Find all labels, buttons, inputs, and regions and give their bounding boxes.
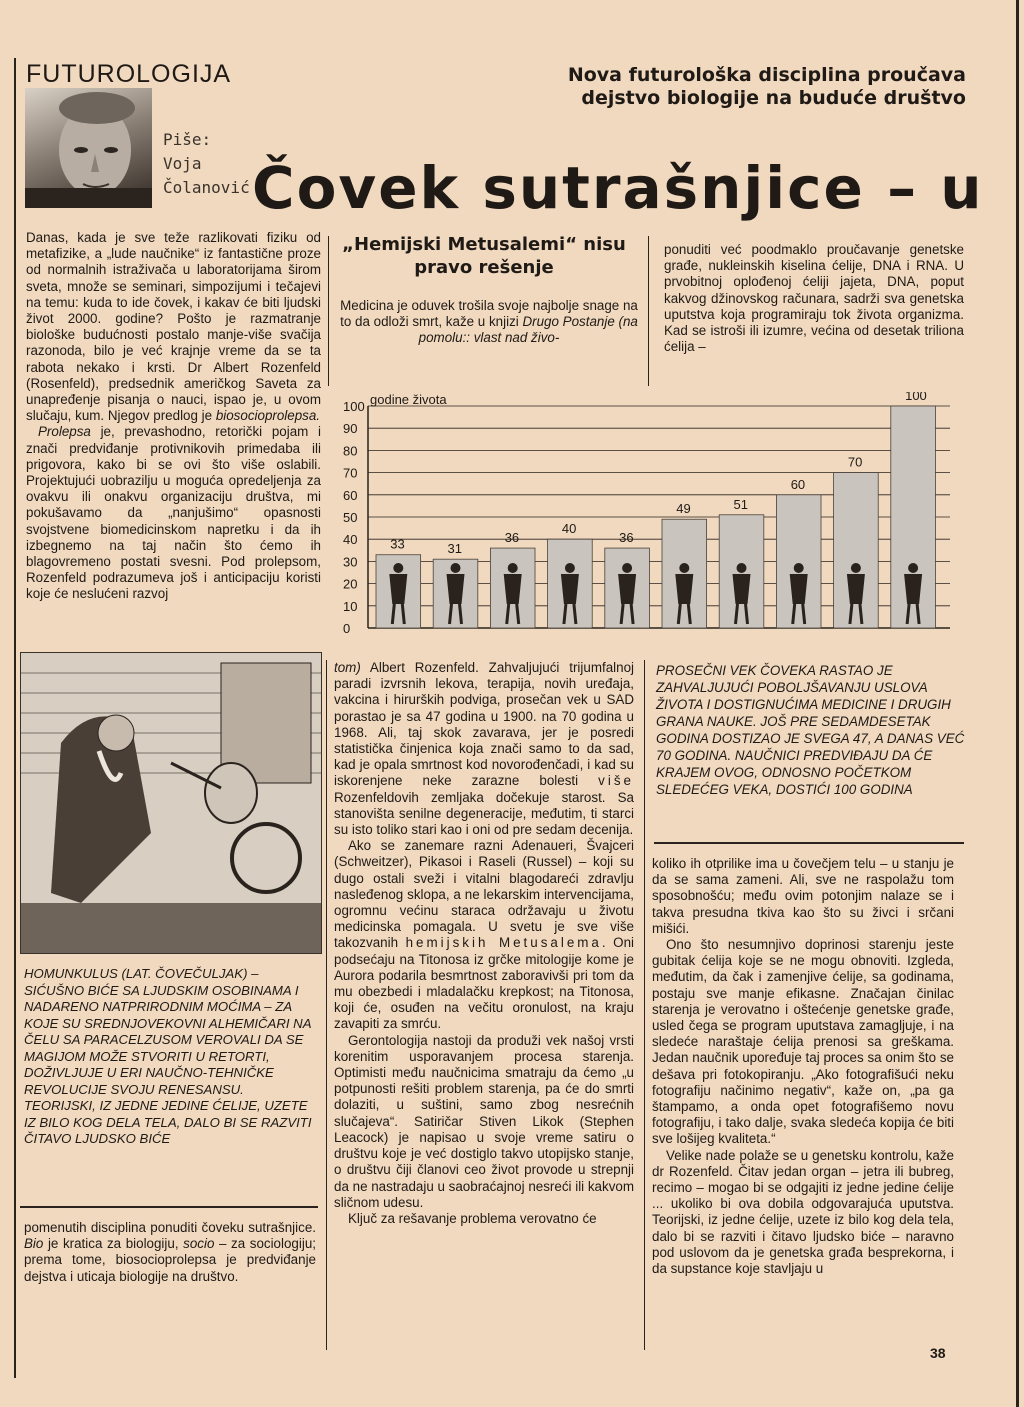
column-2-intro <box>340 298 638 346</box>
book-title: Drugo Postanje (na pomolu:: vlast nad živo- <box>418 314 638 345</box>
col1-cont-c: – za sociologiju; prema tome, biosocioprolepsa je predviđanje dejstva i uticaja biologije na društvo. <box>24 1236 316 1284</box>
col2-p2b: . Oni podsećaju na Titonosa iz grčke mitologije kome je Aurora podarila besmrtnost zaboravivši pri tom da mu obezbedi i mladalačku krepkost; na Titonosa, koji će, osuđen na večitu oronulost, na kraju zavapiti za smrću. <box>334 935 635 1032</box>
column-3-text <box>652 856 954 1277</box>
col3-p3: Velike nade polaže se u genetsku kontrolu, kaže dr Rozenfeld. Čitav jedan organ – jetra ili bubreg, recimo – mogao bi se odgajiti iz jedne jedine ćelije ... ukoliko bi ova dobila odgovarajuća uputstva. Teorijski, iz jedne ćelije, uzete iz bilo kog dela tela, dalo bi se razviti i čitavo ljudsko biće – naravno pod uslovom da je genetska građa besprekorna, i da supstance koje stavljaju u <box>652 1147 954 1277</box>
term-socio: socio <box>183 1236 215 1252</box>
figure-head-icon <box>737 563 747 573</box>
y-tick-label: 50 <box>343 510 358 525</box>
col1-cont-a: pomenutih disciplina ponuditi čoveku sutrašnjice. <box>24 1220 316 1235</box>
chart-caption: PROSEČNI VEK ČOVEKA RASTAO JE ZAHVALJUJUĆI POBOLJŠAVANJU USLOVA ŽIVOTA I DOSTIGNUĆIMA MEDICINE I DRUGIH GRANA NAUKE. JOŠ PRE SEDAMDESETAK GODINA DOSTIZAO JE SVEGA 47, A DANAS VEĆ 70 GODINA. NAUČNICI PREDVIĐAJU DA ĆE KRAJEM OVOG, ODNOSNO POČETKOM SLEDEĆEG VEKA, DOSTIĆI 100 GODINA <box>656 663 965 797</box>
author-portrait <box>25 88 152 208</box>
chart-caption-rule <box>654 842 964 844</box>
term-bio: Bio <box>24 1236 44 1252</box>
y-tick-label: 0 <box>343 621 351 636</box>
figure-leg-icon <box>678 604 680 624</box>
col2-p3: Gerontologija nastoji da produži vek našoj vrsti korenitim usporavanjem procesa starenja. Optimisti među naučnicima smatraju da ćemo „u potpunosti rešiti problem starenja, pa će do smrti dolaziti, u suštini, samo zbog nesrećnih slučajeva“. Satiričar Stiven Likok (Stephen Leacock) je napisao u svoje vreme satiru o društvu koje je već dostiglo takvo utopijsko stanje, o društvu čiji članovi ceo život provode u strepnji da ne nastradaju u saobraćajnoj nesreći ili kakvom sličnom udesu. <box>334 1032 634 1210</box>
figure-head-icon <box>508 563 518 573</box>
page-number: 38 <box>930 1345 946 1361</box>
data-label: 33 <box>390 536 405 552</box>
col2-cont-c: Rozenfeldovih zemljaka dočekuje starost. Sa stanovišta senilne degeneracije, međutim, ti starci su isto toliko stari kao i oni od pre sedam decenija. <box>334 789 634 838</box>
col2-cont-b: Albert Rozenfeld. Zahvaljujući trijumfalnoj paradi izvrsnih lekova, terapija, novih uređaja, vakcina i hirurških podviga, prosečan vek u SAD porastao je sa 47 godina u 1900. na 70 godina u 1968. Ali, taj skok zavarava, jer je posredi statistička činjenica koja znači samo to da sad, kad je opala smrtnost kod novorođenčadi, i kad su iskorenjene neke zarazne bolesti <box>334 660 634 789</box>
figure-head-icon <box>851 563 861 573</box>
figure-head-icon <box>794 563 804 573</box>
figure-leg-icon <box>746 604 748 624</box>
figure-head-icon <box>908 563 918 573</box>
figure-leg-icon <box>736 604 738 624</box>
chart-bar <box>834 473 879 628</box>
data-label: 100 <box>905 392 927 403</box>
left-border-rule <box>14 58 16 1378</box>
figure-leg-icon <box>517 604 519 624</box>
headline: Čovek sutrašnjice – u <box>252 154 984 222</box>
illustration-caption: HOMUNKULUS (LAT. ČOVEČULJAK) – SIĆUŠNO BIĆE SA LJUDSKIM OSOBINAMA I NADARENO NATPRIRODNIM MOĆIMA – ZA KOJE SU SREDNJOVEKOVNI ALHEMIČARI NA ČELU SA PARACELZUSOM VEROVALI DA SE MAGIJOM MOŽE STVORITI U RETORTI, DOŽIVLJUJE U ERI NAUČNO-TEHNIČKE REVOLUCIJE SVOJU RENESANSU. TEORIJSKI, IZ JEDNE JEDINE ĆELIJE, UZETE IZ BILO KOG DELA TELA, DALO BI SE RAZVITI ČITAVO LJUDSKO BIĆE <box>24 966 312 1146</box>
y-tick-label: 10 <box>343 598 358 614</box>
col1-paragraph-1: Danas, kada je sve teže razlikovati fiziku od metafizike, a „lude naučnike“ iz fantastične proze od normalnih istraživača u laboratorijama širom sveta, množe se seminari, simpozijumi i tečajevi na temu: kuda to ide čovek, i kakav će biti ljudski život 2000. godine? Pošto je razmatranje biološke budućnosti postalo manje-više svačija razonoda, bilo je već krajnje vreme da se ta rabota nekako i krsti. Dr Albert Rozenfeld (Rosenfeld), predsednik američkog Saveta za unapređenje pisanja o nauci, ispao je, u ovom slučaju, kum. Njegov predlog je <box>26 230 321 424</box>
figure-body-icon <box>675 574 693 604</box>
figure-body-icon <box>618 574 636 604</box>
col1-paragraph-2: je, prevashodno, retorički pojam i znači predviđanje protivnikovih primedaba ili prigovora, kako bi se ovi što više oslabili. Projektujući uobrazilju u moguća opredeljenja za ovakvu ili onakvu organizaciju društva, mi pokušavamo da „nanjušimo“ opasnosti svojstvene biomedicinskom napretku i da ih izbegnemo na taj način što ćemo ih blagovremeno postati svesni. Pod prolepsom, Rozenfeld podrazumeva još i anticipaciju koristi koje će neslućeni razvoj <box>26 424 321 602</box>
col3-p1: koliko ih otprilike ima u čovečjem telu – u stanju je da se sama zameni. Ali, sve ne raspolažu tom sposobnošću; među ovim potonjim nalaze se i takva presudna tkiva kao što su živci i srčani mišići. <box>652 856 954 936</box>
figure-leg-icon <box>860 604 862 624</box>
column-1-text <box>26 230 321 603</box>
figure-leg-icon <box>631 604 633 624</box>
data-label: 31 <box>447 541 462 557</box>
figure-head-icon <box>622 563 632 573</box>
col2-intro-text: Medicina je oduvek trošila svoje najbolje snage na to da odloži smrt, kaže u knjizi <box>340 298 638 329</box>
term-prolepsa: Prolepsa <box>38 424 91 440</box>
figure-leg-icon <box>850 604 852 624</box>
figure-leg-icon <box>574 604 576 624</box>
y-tick-label: 40 <box>343 532 358 548</box>
figure-leg-icon <box>564 604 566 624</box>
column-divider-4 <box>644 660 645 1350</box>
chart-bar <box>662 519 707 628</box>
byline-prefix: Piše: <box>163 130 212 149</box>
byline <box>163 128 250 200</box>
byline-last-name: Čolanović <box>163 178 250 197</box>
subheadline: Nova futurološka disciplina proučava dejstvo biologije na buduće društvo <box>567 64 966 109</box>
figure-body-icon <box>790 574 808 604</box>
col2-p2a: Ako se zanemare razni Adenaueri, Švajceri (Schweitzer), Pikasoi i Raseli (Russel) – koji su dugo ostali sveži i vitalni blagodareći zdravlju nasleđenog sklopa, a ne lekarskim intervencijama, ogromnu većinu staraca održavaju u životu medicinska pomagala. U svetu je sve više takozvanih <box>334 838 634 951</box>
y-tick-label: 100 <box>343 399 365 414</box>
figure-body-icon <box>904 574 922 604</box>
phrase-hemijskih-metusalema: hemijskih Metusalema <box>405 935 602 951</box>
col3-p2: Ono što nesumnjivo doprinosi starenju jeste gubitak ćelija koje se ne mogu obnoviti. Izgleda, međutim, da čak i zamenjive ćelije, sa godinama, postaju sve manje efikasne. Značajan činilac starenja je verovatno i oštećenje genetske građe, usled čega se program uputstava zamagljuje, i na sledeće naraštaje ćelija prenosi sa greškama. Jedan naučnik upoređuje taj proces sa onim što se dešava pri fotokopiranju. „Ako fotografišući neku fotografiju načinimo negativ“, kaže on, „pa ga štampamo, a onda opet fotografišemo novu fotografiju, i tako dalje, svaka sledeća kopija će biti sve lošijeg kvaliteta.“ <box>652 937 954 1147</box>
figure-body-icon <box>504 574 522 604</box>
y-axis-label: godine života <box>370 392 447 407</box>
figure-leg-icon <box>507 604 509 624</box>
column-divider-3 <box>326 660 327 1350</box>
figure-head-icon <box>565 563 575 573</box>
chart-bar <box>776 495 821 628</box>
y-tick-label: 90 <box>343 421 358 437</box>
figure-leg-icon <box>803 604 805 624</box>
y-tick-label: 20 <box>343 576 358 592</box>
caption-rule <box>20 1206 318 1208</box>
figure-leg-icon <box>907 604 909 624</box>
figure-head-icon <box>679 563 689 573</box>
figure-leg-icon <box>460 604 462 624</box>
figure-leg-icon <box>688 604 690 624</box>
figure-head-icon <box>451 563 461 573</box>
column-1-continued <box>24 1220 316 1285</box>
alchemist-illustration <box>20 652 322 954</box>
y-tick-label: 70 <box>343 465 358 481</box>
column-2-text <box>334 660 634 1227</box>
y-tick-label: 80 <box>343 443 358 459</box>
figure-body-icon <box>389 574 407 604</box>
data-label: 70 <box>847 454 863 470</box>
data-label: 40 <box>561 521 577 537</box>
y-tick-label: 60 <box>343 487 358 503</box>
figure-leg-icon <box>793 604 795 624</box>
author-photo-icon <box>25 88 152 208</box>
right-border-rule <box>1016 0 1019 1407</box>
col2-p4: Ključ za rešavanje problema verovatno će <box>348 1210 597 1226</box>
figure-body-icon <box>447 574 465 604</box>
figure-leg-icon <box>402 604 404 624</box>
term-biosocioprolepsa: biosocioprolepsa. <box>215 408 321 424</box>
column-3-top-text: ponuditi već poodmaklo proučavanje genetske građe, nukleinskih kiselina ćelije, DNA i RNA. U prvobitnoj oplođenoj ćeliji jajeta, DNA, poput kakvog džinovskog računara, sadrži sva genetska uputstva koja programiraju tok života organizma. Kad se istroši ili izumre, većina od desetak triliona ćelija – <box>664 242 964 355</box>
figure-head-icon <box>393 563 403 573</box>
figure-body-icon <box>733 574 751 604</box>
data-label: 51 <box>733 496 748 512</box>
column-2-heading: „Hemijski Metusalemi“ nisu pravo rešenje <box>342 234 626 278</box>
column-divider-1 <box>328 236 329 386</box>
life-expectancy-chart <box>340 392 960 638</box>
y-tick-label: 30 <box>343 554 358 570</box>
word-vise: više <box>598 773 634 789</box>
data-label: 60 <box>790 476 806 492</box>
figure-leg-icon <box>392 604 394 624</box>
alchemist-engraving-icon <box>21 653 321 953</box>
data-label: 36 <box>504 530 520 546</box>
data-label: 49 <box>676 501 691 517</box>
byline-first-name: Voja <box>163 154 202 173</box>
section-label: FUTUROLOGIJA <box>26 60 232 88</box>
figure-body-icon <box>847 574 865 604</box>
figure-leg-icon <box>917 604 919 624</box>
data-label: 36 <box>619 530 634 546</box>
figure-leg-icon <box>450 604 452 624</box>
book-title-end: tom) <box>334 660 361 675</box>
column-divider-2 <box>648 236 649 386</box>
col1-cont-b: je kratica za biologiju, <box>43 1236 184 1252</box>
figure-body-icon <box>561 574 579 604</box>
figure-leg-icon <box>621 604 623 624</box>
